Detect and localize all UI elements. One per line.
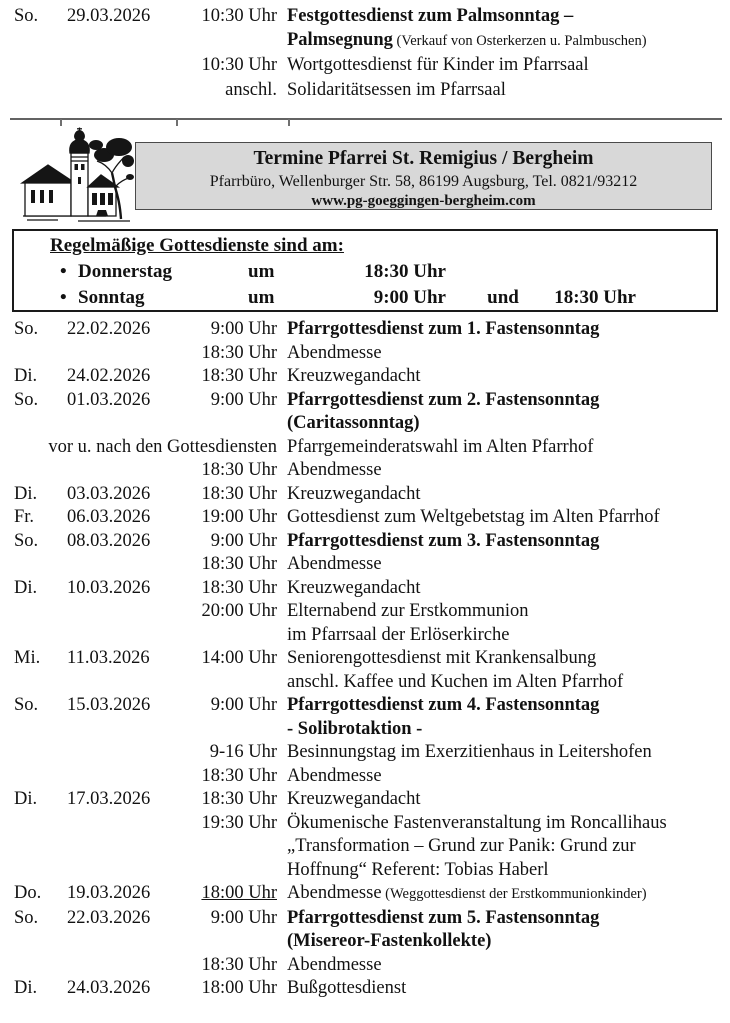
- section-divider-line: [10, 118, 722, 120]
- bullet-icon: •: [60, 286, 67, 308]
- day-cell: Di.: [14, 978, 38, 998]
- event-text-segment: Abendmesse: [287, 883, 382, 903]
- time-cell: 9:00 Uhr: [210, 907, 277, 928]
- time-cell: [177, 718, 277, 742]
- time-cell: 10:30 Uhr: [201, 55, 277, 76]
- schedule-row: [14, 694, 722, 718]
- day-cell: [14, 765, 67, 789]
- date-cell: 01.03.2026: [67, 389, 151, 410]
- day-cell: [14, 624, 67, 648]
- event-text-segment: Pfarrgottesdienst zum 5. Fastensonntag: [287, 907, 600, 928]
- event-cell: [277, 318, 722, 342]
- schedule-row: [14, 977, 722, 1001]
- time-cell: [177, 835, 277, 859]
- time-cell: 9:00 Uhr: [210, 319, 277, 339]
- date-cell: 29.03.2026: [67, 6, 151, 26]
- time-cell: 18:30 Uhr: [201, 954, 277, 975]
- time-cell: 18:30 Uhr: [201, 460, 277, 480]
- time-cell: [177, 28, 277, 53]
- schedule-row: [14, 53, 722, 77]
- day-cell: Di.: [14, 483, 38, 504]
- time-cell: 20:00 Uhr: [201, 601, 277, 621]
- event-text-segment: Gottesdienst zum Weltgebetstag im Alten Pfarrhof: [287, 507, 660, 527]
- schedule-row: [14, 882, 722, 907]
- day-cell: [14, 553, 67, 577]
- event-cell: [277, 718, 722, 742]
- schedule-row: [14, 389, 722, 413]
- schedule-row: [14, 907, 722, 931]
- event-text-segment: Kreuzwegandacht: [287, 483, 421, 504]
- schedule-row: [14, 835, 722, 859]
- time-cell: [177, 859, 277, 883]
- event-cell: [277, 78, 722, 102]
- time-cell: 9-16 Uhr: [209, 742, 277, 762]
- time-cell: 18:30 Uhr: [201, 483, 277, 504]
- event-cell: [277, 765, 722, 789]
- time-cell: [177, 412, 277, 436]
- event-text-segment: anschl. Kaffee und Kuchen im Alten Pfarrhof: [287, 671, 624, 692]
- date-cell: 10.03.2026: [67, 577, 151, 598]
- day-cell: [14, 954, 67, 978]
- day-cell: [14, 412, 67, 436]
- date-cell: 22.03.2026: [67, 907, 151, 928]
- column-tick: [60, 119, 62, 126]
- schedule-row: [14, 342, 722, 366]
- day-cell: So.: [14, 907, 39, 928]
- event-text-segment: „Transformation – Grund zur Panik: Grund zur: [287, 836, 636, 856]
- schedule-row: [14, 812, 722, 836]
- time-cell: 18:30 Uhr: [201, 789, 277, 809]
- event-text-segment: (Misereor-Fastenkollekte): [287, 931, 492, 951]
- time-cell: 19:00 Uhr: [201, 507, 277, 527]
- event-cell: [277, 506, 722, 530]
- day-cell: [14, 671, 67, 695]
- schedule-row: [14, 647, 722, 671]
- day-cell: Di.: [14, 789, 38, 809]
- event-text-segment: Pfarrgottesdienst zum 4. Fastensonntag: [287, 695, 600, 715]
- date-cell: 17.03.2026: [67, 789, 151, 809]
- event-cell: [277, 647, 722, 671]
- event-text-segment: im Pfarrsaal der Erlöserkirche: [287, 624, 510, 645]
- day-cell: [14, 741, 67, 765]
- day-cell: So.: [14, 530, 39, 551]
- event-cell: [277, 483, 722, 507]
- time-cell: [177, 671, 277, 695]
- date-cell: 06.03.2026: [67, 507, 151, 527]
- day-cell: Fr.: [14, 507, 35, 527]
- time-cell: 9:00 Uhr: [373, 286, 446, 308]
- event-cell: [277, 389, 722, 413]
- time-cell: 18:30 Uhr: [201, 342, 277, 363]
- event-cell: [277, 53, 722, 77]
- event-cell: [277, 835, 722, 859]
- time-cell: [177, 930, 277, 954]
- schedule-row: [14, 624, 722, 648]
- day-cell: [14, 53, 67, 77]
- event-cell: [277, 365, 722, 389]
- event-text-segment: Ökumenische Fastenveranstaltung im Roncallihaus: [287, 812, 667, 833]
- parish-website: www.pg-goeggingen-bergheim.com: [311, 193, 536, 209]
- date-cell: 22.02.2026: [67, 319, 151, 339]
- date-cell: [67, 718, 177, 742]
- event-text-segment: Abendmesse: [287, 554, 382, 574]
- palm-sunday-section: [14, 4, 722, 102]
- event-cell: [277, 412, 722, 436]
- day-cell: [14, 835, 67, 859]
- date-cell: [67, 859, 177, 883]
- schedule-row: [14, 412, 722, 436]
- event-cell: [277, 530, 722, 554]
- event-text-segment: Palmsegnung: [287, 30, 393, 51]
- date-cell: [67, 812, 177, 836]
- day-cell: Di.: [14, 577, 38, 598]
- date-cell: [67, 835, 177, 859]
- event-cell: [277, 342, 722, 366]
- schedule-row: [14, 577, 722, 601]
- regular-services-rows: [14, 259, 716, 310]
- event-text-segment: Pfarrgemeinderatswahl im Alten Pfarrhof: [287, 436, 594, 457]
- event-cell: [277, 553, 722, 577]
- day-cell: [14, 859, 67, 883]
- event-text-segment: Solidaritätsessen im Pfarrsaal: [287, 79, 506, 100]
- bullet-icon: •: [60, 261, 67, 282]
- schedule-row: [14, 741, 722, 765]
- event-text-segment: Abendmesse: [287, 460, 382, 480]
- day-cell: So.: [14, 695, 39, 715]
- event-text-segment: Kreuzwegandacht: [287, 366, 421, 386]
- time-cell: 18:30 Uhr: [201, 765, 277, 786]
- event-cell: [277, 577, 722, 601]
- date-cell: [67, 765, 177, 789]
- schedule-row: [14, 600, 722, 624]
- date-cell: 03.03.2026: [67, 483, 151, 504]
- date-cell: [67, 28, 177, 53]
- day-cell: Do.: [14, 883, 42, 903]
- date-cell: [67, 671, 177, 695]
- und-cell: [458, 259, 548, 285]
- time-cell: anschl.: [225, 79, 277, 100]
- schedule-row: [14, 954, 722, 978]
- schedule-row: [14, 671, 722, 695]
- time-cell: [177, 624, 277, 648]
- parish-title: Termine Pfarrei St. Remigius / Bergheim: [253, 148, 594, 169]
- event-cell: [277, 4, 722, 28]
- schedule-row: [14, 4, 722, 28]
- event-cell: [277, 436, 722, 460]
- time-cell: 18:30 Uhr: [201, 366, 277, 386]
- event-cell: [277, 930, 722, 954]
- event-text-segment: Hoffnung“ Referent: Tobias Haberl: [287, 859, 549, 880]
- time-cell: 18:30 Uhr: [201, 577, 277, 598]
- day-cell: [14, 459, 67, 483]
- date-cell: 19.03.2026: [67, 883, 151, 903]
- time-cell: 18:30 Uhr: [201, 554, 277, 574]
- date-cell: [67, 412, 177, 436]
- day-cell: Mi.: [14, 648, 41, 668]
- event-cell: [277, 882, 722, 907]
- um-cell: um: [248, 286, 275, 308]
- regular-services-title: Regelmäßige Gottesdienste sind am:: [50, 235, 344, 256]
- schedule-row: [14, 78, 722, 102]
- day-cell: [14, 930, 67, 954]
- schedule-row: [14, 930, 722, 954]
- schedule-row: [14, 483, 722, 507]
- date-cell: 15.03.2026: [67, 695, 151, 715]
- time-cell: 10:30 Uhr: [201, 6, 277, 26]
- lent-schedule-section: [14, 318, 722, 1001]
- note-cell: vor u. nach den Gottesdiensten: [48, 436, 277, 457]
- time-cell: 18:00 Uhr: [201, 883, 277, 903]
- event-text-segment: Wortgottesdienst für Kinder im Pfarrsaal: [287, 55, 589, 76]
- schedule-row: [14, 28, 722, 53]
- schedule-row: [14, 788, 722, 812]
- column-tick: [176, 119, 178, 126]
- event-text-segment: - Solibrotaktion -: [287, 718, 423, 739]
- schedule-row: [14, 436, 722, 460]
- date-cell: 24.03.2026: [67, 978, 151, 998]
- day-cell: [14, 812, 67, 836]
- date-cell: [67, 741, 177, 765]
- day-cell: [14, 28, 67, 53]
- time-cell: 9:00 Uhr: [210, 530, 277, 551]
- event-cell: [277, 741, 722, 765]
- day-cell: Di.: [14, 366, 38, 386]
- time-cell: 9:00 Uhr: [210, 695, 277, 715]
- event-cell: [277, 600, 722, 624]
- event-text-segment: (Caritassonntag): [287, 413, 420, 433]
- event-cell: [277, 859, 722, 883]
- time-cell: 18:30 Uhr: [364, 261, 446, 282]
- schedule-row: [14, 318, 722, 342]
- um-cell: um: [248, 261, 275, 282]
- und-cell: und: [487, 286, 519, 308]
- event-text-segment: Abendmesse: [287, 765, 382, 786]
- church-illustration-icon: [20, 127, 134, 225]
- date-cell: 24.02.2026: [67, 366, 151, 386]
- time-cell: 19:30 Uhr: [201, 812, 277, 833]
- schedule-row: [14, 859, 722, 883]
- event-text-segment: Besinnungstag im Exerzitienhaus in Leitershofen: [287, 742, 652, 762]
- time-cell: 14:00 Uhr: [201, 648, 277, 668]
- time-cell: 18:00 Uhr: [201, 978, 277, 998]
- event-cell: [277, 788, 722, 812]
- event-text-segment: Elternabend zur Erstkommunion: [287, 601, 529, 621]
- regular-service-row: [14, 285, 716, 311]
- parish-header-box: [135, 142, 712, 210]
- event-text-segment: Kreuzwegandacht: [287, 577, 421, 598]
- schedule-row: [14, 765, 722, 789]
- date-cell: [67, 954, 177, 978]
- date-cell: [67, 553, 177, 577]
- time-cell: [548, 259, 660, 285]
- parish-address: Pfarrbüro, Wellenburger Str. 58, 86199 Augsburg, Tel. 0821/93212: [209, 173, 638, 190]
- schedule-row: [14, 530, 722, 554]
- event-text-segment: Pfarrgottesdienst zum 3. Fastensonntag: [287, 530, 600, 551]
- event-cell: [277, 812, 722, 836]
- event-text-segment: Pfarrgottesdienst zum 2. Fastensonntag: [287, 389, 600, 410]
- event-cell: [277, 977, 722, 1001]
- event-cell: [277, 907, 722, 931]
- event-cell: [277, 954, 722, 978]
- regular-service-row: [14, 259, 716, 285]
- event-cell: [277, 624, 722, 648]
- event-text-segment: Abendmesse: [287, 954, 382, 975]
- weekday-cell: Donnerstag: [78, 261, 172, 282]
- schedule-row: [14, 365, 722, 389]
- date-cell: [67, 342, 177, 366]
- schedule-row: [14, 459, 722, 483]
- event-text-segment: Pfarrgottesdienst zum 1. Fastensonntag: [287, 319, 600, 339]
- time-cell: 18:30 Uhr: [554, 286, 636, 308]
- date-cell: 11.03.2026: [67, 648, 150, 668]
- date-cell: [67, 78, 177, 102]
- date-cell: [67, 459, 177, 483]
- day-cell: [14, 78, 67, 102]
- day-cell: [14, 342, 67, 366]
- event-cell: [277, 459, 722, 483]
- weekday-cell: Sonntag: [78, 286, 145, 308]
- schedule-row: [14, 553, 722, 577]
- day-cell: So.: [14, 319, 39, 339]
- event-text-segment: Bußgottesdienst: [287, 978, 407, 998]
- event-cell: [277, 28, 722, 53]
- event-text-segment: Festgottesdienst zum Palmsonntag –: [287, 6, 574, 26]
- schedule-row: [14, 506, 722, 530]
- date-cell: [67, 600, 177, 624]
- day-cell: [14, 600, 67, 624]
- date-cell: 08.03.2026: [67, 530, 151, 551]
- column-tick: [288, 119, 290, 126]
- day-cell: [14, 718, 67, 742]
- event-text-segment: Seniorengottesdienst mit Krankensalbung: [287, 648, 597, 668]
- date-cell: [67, 53, 177, 77]
- event-cell: [277, 671, 722, 695]
- day-cell: So.: [14, 6, 39, 26]
- time-cell: 9:00 Uhr: [210, 389, 277, 410]
- event-text-segment: Abendmesse: [287, 342, 382, 363]
- event-text-segment: (Weggottesdienst der Erstkommunionkinder): [381, 886, 647, 902]
- regular-services-box: [12, 229, 718, 312]
- schedule-row: [14, 718, 722, 742]
- date-cell: [67, 930, 177, 954]
- event-cell: [277, 694, 722, 718]
- event-text-segment: Kreuzwegandacht: [287, 789, 421, 809]
- day-cell: So.: [14, 389, 39, 410]
- event-text-segment: (Verkauf von Osterkerzen u. Palmbuschen): [392, 33, 647, 50]
- date-cell: [67, 624, 177, 648]
